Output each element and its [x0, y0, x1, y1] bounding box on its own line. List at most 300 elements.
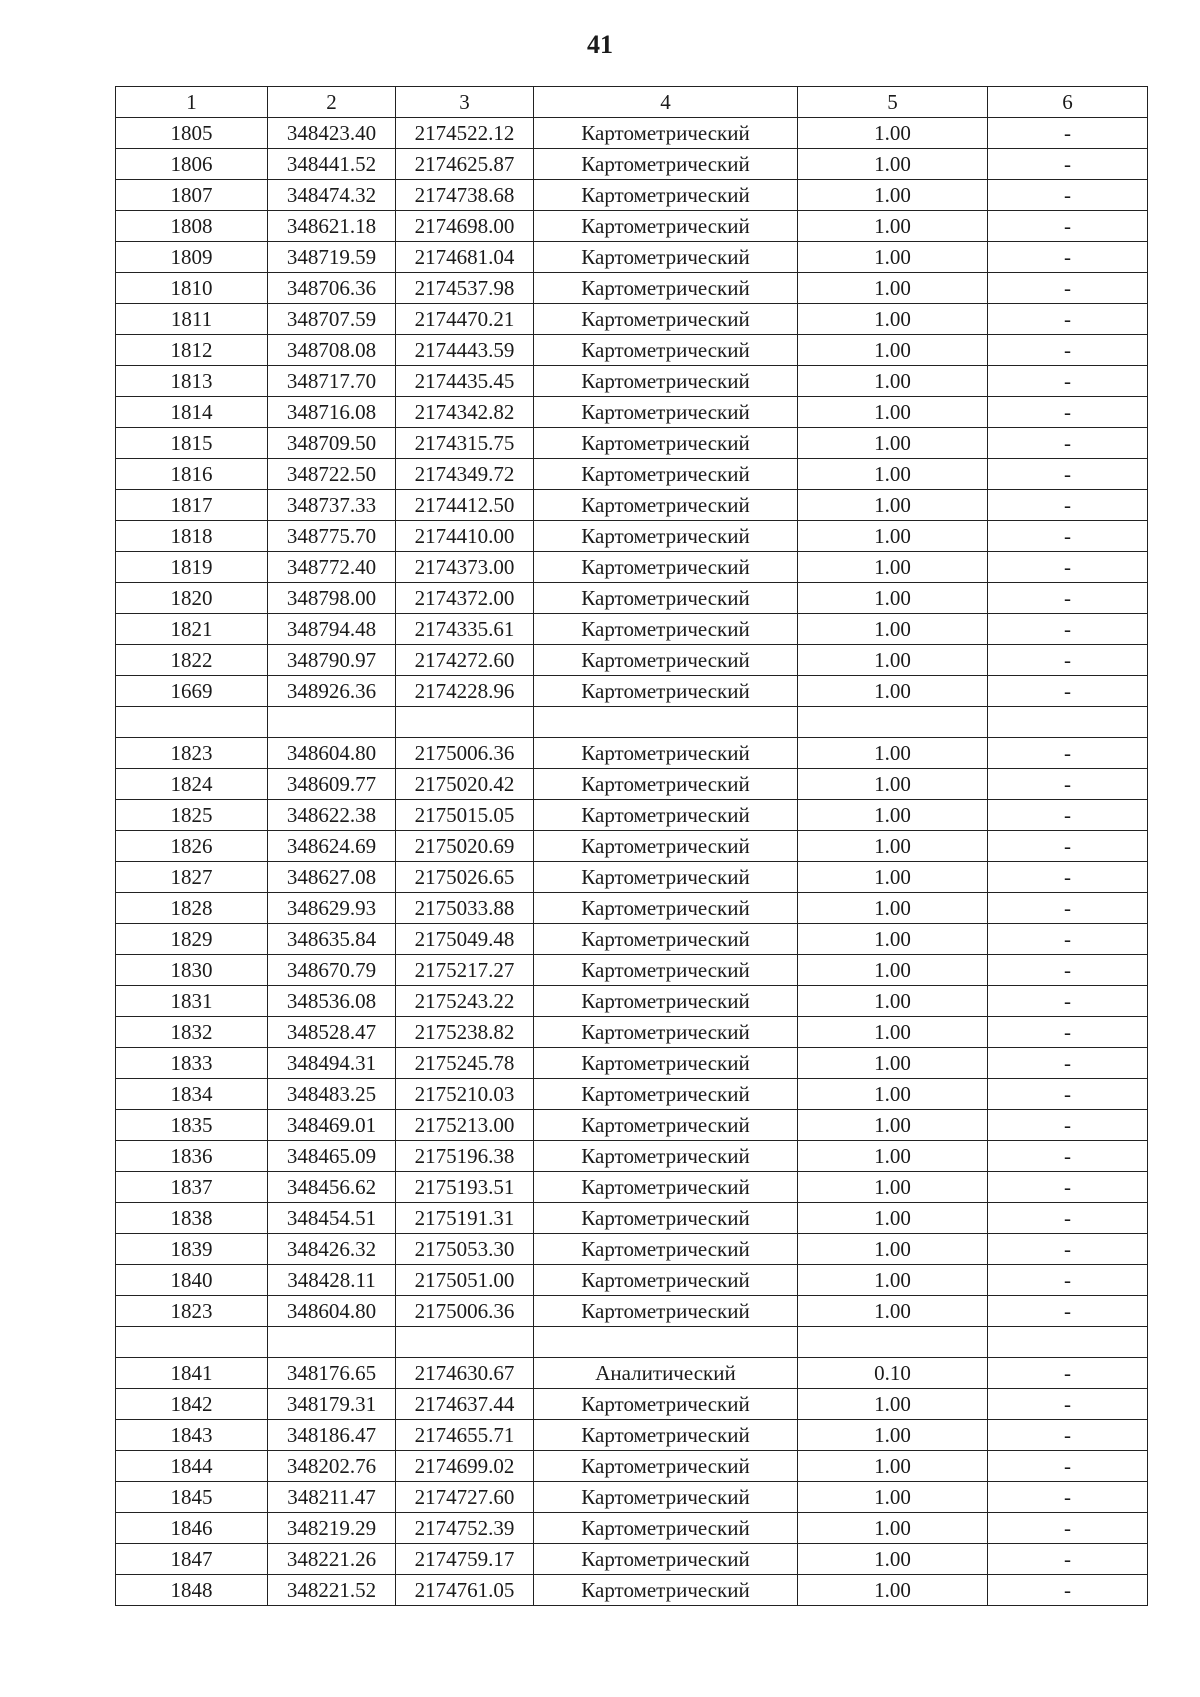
- table-row: [116, 273, 1148, 304]
- table-row: [116, 893, 1148, 924]
- note-cell: -: [988, 676, 1148, 707]
- method-cell: Картометрический: [534, 428, 798, 459]
- y-coordinate-cell: 2174315.75: [396, 428, 534, 459]
- note-cell: -: [988, 1513, 1148, 1544]
- point-number-cell: 1812: [116, 335, 268, 366]
- table-row: [116, 397, 1148, 428]
- note-cell: -: [988, 1358, 1148, 1389]
- table-row: [116, 1203, 1148, 1234]
- method-cell: Картометрический: [534, 893, 798, 924]
- method-cell: Картометрический: [534, 211, 798, 242]
- accuracy-cell: 1.00: [798, 242, 988, 273]
- y-coordinate-cell: 2174738.68: [396, 180, 534, 211]
- method-cell: Картометрический: [534, 862, 798, 893]
- method-cell: Картометрический: [534, 1420, 798, 1451]
- note-cell: -: [988, 490, 1148, 521]
- y-coordinate-cell: 2174759.17: [396, 1544, 534, 1575]
- page-number: 41: [587, 30, 613, 59]
- note-cell: -: [988, 1451, 1148, 1482]
- table-row: [116, 862, 1148, 893]
- accuracy-cell: 1.00: [798, 1048, 988, 1079]
- accuracy-cell: 1.00: [798, 149, 988, 180]
- method-cell: Картометрический: [534, 366, 798, 397]
- x-coordinate-cell: 348426.32: [268, 1234, 396, 1265]
- x-coordinate-cell: 348441.52: [268, 149, 396, 180]
- table-header-row: [116, 87, 1148, 118]
- x-coordinate-cell: 348474.32: [268, 180, 396, 211]
- accuracy-cell: 1.00: [798, 1544, 988, 1575]
- point-number-cell: 1840: [116, 1265, 268, 1296]
- method-cell: Картометрический: [534, 1203, 798, 1234]
- accuracy-cell: 1.00: [798, 1451, 988, 1482]
- note-cell: -: [988, 149, 1148, 180]
- note-cell: -: [988, 1389, 1148, 1420]
- accuracy-cell: 1.00: [798, 552, 988, 583]
- point-number-cell: 1815: [116, 428, 268, 459]
- method-cell: Картометрический: [534, 490, 798, 521]
- method-cell: Картометрический: [534, 645, 798, 676]
- y-coordinate-cell: 2174699.02: [396, 1451, 534, 1482]
- point-number-cell: 1819: [116, 552, 268, 583]
- note-cell: -: [988, 1141, 1148, 1172]
- note-cell: -: [988, 986, 1148, 1017]
- method-cell: Картометрический: [534, 614, 798, 645]
- x-coordinate-cell: 348709.50: [268, 428, 396, 459]
- method-cell: Картометрический: [534, 800, 798, 831]
- x-coordinate-cell: 348202.76: [268, 1451, 396, 1482]
- y-coordinate-cell: 2175051.00: [396, 1265, 534, 1296]
- note-cell: -: [988, 831, 1148, 862]
- table-row-spacer: [116, 707, 1148, 738]
- y-coordinate-cell: 2175006.36: [396, 738, 534, 769]
- y-coordinate-cell: 2174410.00: [396, 521, 534, 552]
- table-row: [116, 676, 1148, 707]
- accuracy-cell: 1.00: [798, 986, 988, 1017]
- x-coordinate-cell: 348609.77: [268, 769, 396, 800]
- x-coordinate-cell: 348627.08: [268, 862, 396, 893]
- table-row: [116, 614, 1148, 645]
- method-cell: Картометрический: [534, 242, 798, 273]
- table-row: [116, 1265, 1148, 1296]
- point-number-cell: 1839: [116, 1234, 268, 1265]
- x-coordinate-cell: 348622.38: [268, 800, 396, 831]
- note-cell: -: [988, 1420, 1148, 1451]
- accuracy-cell: 1.00: [798, 397, 988, 428]
- y-coordinate-cell: 2174522.12: [396, 118, 534, 149]
- x-coordinate-cell: 348624.69: [268, 831, 396, 862]
- accuracy-cell: 1.00: [798, 583, 988, 614]
- method-cell: Картометрический: [534, 118, 798, 149]
- accuracy-cell: 1.00: [798, 490, 988, 521]
- x-coordinate-cell: 348604.80: [268, 738, 396, 769]
- table-row: [116, 1451, 1148, 1482]
- point-number-cell: 1809: [116, 242, 268, 273]
- x-coordinate-cell: 348456.62: [268, 1172, 396, 1203]
- x-coordinate-cell: 348708.08: [268, 335, 396, 366]
- note-cell: -: [988, 800, 1148, 831]
- y-coordinate-cell: 2175026.65: [396, 862, 534, 893]
- note-cell: -: [988, 1265, 1148, 1296]
- accuracy-cell: 1.00: [798, 1296, 988, 1327]
- accuracy-cell: 1.00: [798, 211, 988, 242]
- table-row: [116, 800, 1148, 831]
- x-coordinate-cell: 348211.47: [268, 1482, 396, 1513]
- point-number-cell: 1845: [116, 1482, 268, 1513]
- point-number-cell: 1831: [116, 986, 268, 1017]
- accuracy-cell: 1.00: [798, 366, 988, 397]
- table-row: [116, 490, 1148, 521]
- table-row: [116, 645, 1148, 676]
- y-coordinate-cell: [396, 1327, 534, 1358]
- table-row: [116, 1141, 1148, 1172]
- point-number-cell: 1841: [116, 1358, 268, 1389]
- note-cell: -: [988, 645, 1148, 676]
- y-coordinate-cell: 2174727.60: [396, 1482, 534, 1513]
- note-cell: -: [988, 397, 1148, 428]
- y-coordinate-cell: 2174335.61: [396, 614, 534, 645]
- accuracy-cell: 1.00: [798, 1141, 988, 1172]
- column-header: 3: [396, 87, 534, 118]
- table-row: [116, 1513, 1148, 1544]
- note-cell: -: [988, 118, 1148, 149]
- point-number-cell: 1821: [116, 614, 268, 645]
- table-row: [116, 1358, 1148, 1389]
- y-coordinate-cell: 2175191.31: [396, 1203, 534, 1234]
- point-number-cell: 1836: [116, 1141, 268, 1172]
- y-coordinate-cell: 2175243.22: [396, 986, 534, 1017]
- method-cell: Картометрический: [534, 1544, 798, 1575]
- accuracy-cell: 1.00: [798, 1110, 988, 1141]
- table-row: [116, 242, 1148, 273]
- method-cell: Картометрический: [534, 1110, 798, 1141]
- accuracy-cell: 1.00: [798, 831, 988, 862]
- method-cell: Картометрический: [534, 1389, 798, 1420]
- y-coordinate-cell: 2174443.59: [396, 335, 534, 366]
- point-number-cell: [116, 1327, 268, 1358]
- column-header: 1: [116, 87, 268, 118]
- accuracy-cell: 1.00: [798, 1265, 988, 1296]
- y-coordinate-cell: 2174752.39: [396, 1513, 534, 1544]
- method-cell: Картометрический: [534, 1048, 798, 1079]
- method-cell: Картометрический: [534, 1265, 798, 1296]
- x-coordinate-cell: 348604.80: [268, 1296, 396, 1327]
- method-cell: Картометрический: [534, 676, 798, 707]
- method-cell: Картометрический: [534, 955, 798, 986]
- table-row: [116, 1296, 1148, 1327]
- method-cell: Картометрический: [534, 1234, 798, 1265]
- method-cell: Картометрический: [534, 738, 798, 769]
- method-cell: Картометрический: [534, 149, 798, 180]
- y-coordinate-cell: 2174373.00: [396, 552, 534, 583]
- table-row: [116, 149, 1148, 180]
- note-cell: -: [988, 1296, 1148, 1327]
- point-number-cell: 1844: [116, 1451, 268, 1482]
- point-number-cell: 1835: [116, 1110, 268, 1141]
- method-cell: Картометрический: [534, 335, 798, 366]
- accuracy-cell: [798, 707, 988, 738]
- method-cell: Картометрический: [534, 1141, 798, 1172]
- y-coordinate-cell: 2174412.50: [396, 490, 534, 521]
- method-cell: Картометрический: [534, 1575, 798, 1606]
- point-number-cell: 1838: [116, 1203, 268, 1234]
- table-row: [116, 304, 1148, 335]
- note-cell: -: [988, 1544, 1148, 1575]
- accuracy-cell: 1.00: [798, 769, 988, 800]
- x-coordinate-cell: 348465.09: [268, 1141, 396, 1172]
- method-cell: Картометрический: [534, 459, 798, 490]
- table-row: [116, 831, 1148, 862]
- note-cell: -: [988, 893, 1148, 924]
- note-cell: [988, 1327, 1148, 1358]
- method-cell: Картометрический: [534, 831, 798, 862]
- point-number-cell: 1847: [116, 1544, 268, 1575]
- method-cell: Картометрический: [534, 1017, 798, 1048]
- method-cell: Картометрический: [534, 273, 798, 304]
- accuracy-cell: 1.00: [798, 893, 988, 924]
- accuracy-cell: 1.00: [798, 800, 988, 831]
- x-coordinate-cell: 348621.18: [268, 211, 396, 242]
- table-row: [116, 1575, 1148, 1606]
- table-row: [116, 552, 1148, 583]
- note-cell: -: [988, 366, 1148, 397]
- point-number-cell: 1813: [116, 366, 268, 397]
- point-number-cell: 1808: [116, 211, 268, 242]
- y-coordinate-cell: 2175238.82: [396, 1017, 534, 1048]
- accuracy-cell: 1.00: [798, 118, 988, 149]
- accuracy-cell: 1.00: [798, 335, 988, 366]
- point-number-cell: 1810: [116, 273, 268, 304]
- point-number-cell: [116, 707, 268, 738]
- x-coordinate-cell: 348428.11: [268, 1265, 396, 1296]
- point-number-cell: 1825: [116, 800, 268, 831]
- accuracy-cell: 0.10: [798, 1358, 988, 1389]
- accuracy-cell: 1.00: [798, 304, 988, 335]
- x-coordinate-cell: 348706.36: [268, 273, 396, 304]
- note-cell: -: [988, 1048, 1148, 1079]
- method-cell: Картометрический: [534, 304, 798, 335]
- note-cell: -: [988, 211, 1148, 242]
- table-row: [116, 180, 1148, 211]
- note-cell: -: [988, 1172, 1148, 1203]
- note-cell: -: [988, 1203, 1148, 1234]
- x-coordinate-cell: 348635.84: [268, 924, 396, 955]
- point-number-cell: 1828: [116, 893, 268, 924]
- point-number-cell: 1806: [116, 149, 268, 180]
- note-cell: -: [988, 1234, 1148, 1265]
- table-row: [116, 1389, 1148, 1420]
- table-row-spacer: [116, 1327, 1148, 1358]
- table-row: [116, 335, 1148, 366]
- accuracy-cell: 1.00: [798, 1203, 988, 1234]
- y-coordinate-cell: 2175020.69: [396, 831, 534, 862]
- note-cell: -: [988, 738, 1148, 769]
- x-coordinate-cell: 348775.70: [268, 521, 396, 552]
- column-header: 4: [534, 87, 798, 118]
- y-coordinate-cell: 2174625.87: [396, 149, 534, 180]
- table-row: [116, 769, 1148, 800]
- y-coordinate-cell: 2174655.71: [396, 1420, 534, 1451]
- x-coordinate-cell: 348221.26: [268, 1544, 396, 1575]
- y-coordinate-cell: 2174349.72: [396, 459, 534, 490]
- note-cell: -: [988, 180, 1148, 211]
- y-coordinate-cell: 2175033.88: [396, 893, 534, 924]
- y-coordinate-cell: 2174228.96: [396, 676, 534, 707]
- x-coordinate-cell: 348670.79: [268, 955, 396, 986]
- table-row: [116, 738, 1148, 769]
- method-cell: Картометрический: [534, 1482, 798, 1513]
- method-cell: Картометрический: [534, 1079, 798, 1110]
- point-number-cell: 1822: [116, 645, 268, 676]
- point-number-cell: 1837: [116, 1172, 268, 1203]
- note-cell: -: [988, 273, 1148, 304]
- method-cell: Картометрический: [534, 552, 798, 583]
- y-coordinate-cell: 2174698.00: [396, 211, 534, 242]
- table-row: [116, 459, 1148, 490]
- table-row: [116, 521, 1148, 552]
- point-number-cell: 1669: [116, 676, 268, 707]
- method-cell: Картометрический: [534, 1451, 798, 1482]
- accuracy-cell: 1.00: [798, 428, 988, 459]
- accuracy-cell: 1.00: [798, 1017, 988, 1048]
- method-cell: Картометрический: [534, 924, 798, 955]
- y-coordinate-cell: 2175020.42: [396, 769, 534, 800]
- note-cell: -: [988, 955, 1148, 986]
- note-cell: -: [988, 769, 1148, 800]
- y-coordinate-cell: [396, 707, 534, 738]
- accuracy-cell: 1.00: [798, 459, 988, 490]
- accuracy-cell: 1.00: [798, 521, 988, 552]
- table-row: [116, 118, 1148, 149]
- point-number-cell: 1846: [116, 1513, 268, 1544]
- method-cell: Картометрический: [534, 1296, 798, 1327]
- point-number-cell: 1843: [116, 1420, 268, 1451]
- point-number-cell: 1805: [116, 118, 268, 149]
- note-cell: -: [988, 1079, 1148, 1110]
- y-coordinate-cell: 2174761.05: [396, 1575, 534, 1606]
- coordinates-table: [115, 86, 1148, 1606]
- y-coordinate-cell: 2174272.60: [396, 645, 534, 676]
- method-cell: Картометрический: [534, 397, 798, 428]
- accuracy-cell: 1.00: [798, 1482, 988, 1513]
- column-header: 5: [798, 87, 988, 118]
- y-coordinate-cell: 2174342.82: [396, 397, 534, 428]
- point-number-cell: 1832: [116, 1017, 268, 1048]
- note-cell: -: [988, 335, 1148, 366]
- point-number-cell: 1807: [116, 180, 268, 211]
- x-coordinate-cell: 348794.48: [268, 614, 396, 645]
- point-number-cell: 1827: [116, 862, 268, 893]
- table-row: [116, 1110, 1148, 1141]
- x-coordinate-cell: 348219.29: [268, 1513, 396, 1544]
- y-coordinate-cell: 2174681.04: [396, 242, 534, 273]
- accuracy-cell: 1.00: [798, 676, 988, 707]
- y-coordinate-cell: 2174435.45: [396, 366, 534, 397]
- method-cell: Картометрический: [534, 1172, 798, 1203]
- note-cell: -: [988, 924, 1148, 955]
- accuracy-cell: 1.00: [798, 738, 988, 769]
- note-cell: -: [988, 1575, 1148, 1606]
- point-number-cell: 1834: [116, 1079, 268, 1110]
- point-number-cell: 1811: [116, 304, 268, 335]
- y-coordinate-cell: 2174372.00: [396, 583, 534, 614]
- y-coordinate-cell: 2175006.36: [396, 1296, 534, 1327]
- note-cell: [988, 707, 1148, 738]
- table-row: [116, 1482, 1148, 1513]
- x-coordinate-cell: 348176.65: [268, 1358, 396, 1389]
- accuracy-cell: 1.00: [798, 1389, 988, 1420]
- method-cell: Аналитический: [534, 1358, 798, 1389]
- x-coordinate-cell: [268, 1327, 396, 1358]
- x-coordinate-cell: [268, 707, 396, 738]
- x-coordinate-cell: 348707.59: [268, 304, 396, 335]
- accuracy-cell: [798, 1327, 988, 1358]
- table-row: [116, 1544, 1148, 1575]
- note-cell: -: [988, 614, 1148, 645]
- y-coordinate-cell: 2175245.78: [396, 1048, 534, 1079]
- point-number-cell: 1824: [116, 769, 268, 800]
- method-cell: Картометрический: [534, 986, 798, 1017]
- point-number-cell: 1842: [116, 1389, 268, 1420]
- point-number-cell: 1833: [116, 1048, 268, 1079]
- point-number-cell: 1823: [116, 1296, 268, 1327]
- point-number-cell: 1814: [116, 397, 268, 428]
- point-number-cell: 1818: [116, 521, 268, 552]
- x-coordinate-cell: 348798.00: [268, 583, 396, 614]
- method-cell: Картометрический: [534, 1513, 798, 1544]
- table-row: [116, 428, 1148, 459]
- point-number-cell: 1826: [116, 831, 268, 862]
- table-row: [116, 986, 1148, 1017]
- x-coordinate-cell: 348423.40: [268, 118, 396, 149]
- x-coordinate-cell: 348483.25: [268, 1079, 396, 1110]
- note-cell: -: [988, 304, 1148, 335]
- accuracy-cell: 1.00: [798, 1172, 988, 1203]
- y-coordinate-cell: 2175015.05: [396, 800, 534, 831]
- y-coordinate-cell: 2175210.03: [396, 1079, 534, 1110]
- note-cell: -: [988, 583, 1148, 614]
- x-coordinate-cell: 348719.59: [268, 242, 396, 273]
- note-cell: -: [988, 242, 1148, 273]
- point-number-cell: 1848: [116, 1575, 268, 1606]
- note-cell: -: [988, 428, 1148, 459]
- column-header: 2: [268, 87, 396, 118]
- y-coordinate-cell: 2174537.98: [396, 273, 534, 304]
- note-cell: -: [988, 1017, 1148, 1048]
- note-cell: -: [988, 1482, 1148, 1513]
- accuracy-cell: 1.00: [798, 955, 988, 986]
- accuracy-cell: 1.00: [798, 273, 988, 304]
- x-coordinate-cell: 348454.51: [268, 1203, 396, 1234]
- table-row: [116, 1420, 1148, 1451]
- x-coordinate-cell: 348629.93: [268, 893, 396, 924]
- accuracy-cell: 1.00: [798, 180, 988, 211]
- point-number-cell: 1817: [116, 490, 268, 521]
- note-cell: -: [988, 552, 1148, 583]
- y-coordinate-cell: 2175053.30: [396, 1234, 534, 1265]
- point-number-cell: 1820: [116, 583, 268, 614]
- x-coordinate-cell: 348469.01: [268, 1110, 396, 1141]
- method-cell: Картометрический: [534, 769, 798, 800]
- x-coordinate-cell: 348722.50: [268, 459, 396, 490]
- accuracy-cell: 1.00: [798, 1079, 988, 1110]
- table-row: [116, 1079, 1148, 1110]
- x-coordinate-cell: 348179.31: [268, 1389, 396, 1420]
- x-coordinate-cell: 348772.40: [268, 552, 396, 583]
- y-coordinate-cell: 2174630.67: [396, 1358, 534, 1389]
- y-coordinate-cell: 2175049.48: [396, 924, 534, 955]
- point-number-cell: 1829: [116, 924, 268, 955]
- table-row: [116, 211, 1148, 242]
